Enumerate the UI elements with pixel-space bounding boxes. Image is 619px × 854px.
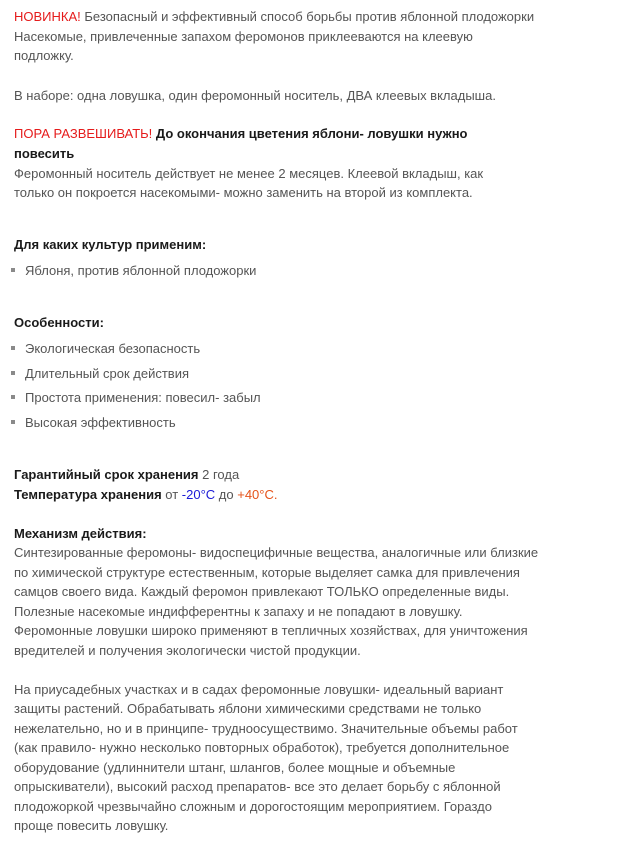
- mechanism-paragraph-1-line: Полезные насекомые индифферентны к запаху и не попадают в ловушку.: [14, 604, 463, 619]
- features-item: Высокая эффективность: [25, 415, 176, 430]
- warranty-label: Гарантийный срок хранения: [14, 467, 199, 482]
- temperature-to-prefix: до: [215, 487, 238, 502]
- hang-label: ПОРА РАЗВЕШИВАТЬ!: [14, 126, 153, 141]
- bullet-icon: [11, 346, 15, 350]
- features-item: Длительный срок действия: [25, 366, 190, 381]
- mechanism-paragraph-1-line: Синтезированные феромоны- видоспецифичные вещества, аналогичные или близкие: [14, 545, 539, 560]
- mechanism-paragraph-1-line: Феромонные ловушки широко применяют в тепличных хозяйствах, для уничтожения: [14, 623, 528, 638]
- mechanism-paragraph-2-line: На приусадебных участках и в садах феромонные ловушки- идеальный вариант: [14, 682, 504, 697]
- temperature-line: [14, 487, 278, 503]
- intro-text: Безопасный и эффективный способ борьбы против яблонной плодожорки: [80, 9, 535, 24]
- mechanism-paragraph-2-line: оборудование (удлиннители штанг, шлангов, более мощные и объемные: [14, 760, 456, 775]
- temperature-label: Температура хранения: [14, 487, 162, 502]
- bullet-icon: [11, 420, 15, 424]
- bullet-icon: [11, 395, 15, 399]
- temperature-min: -20°C: [181, 487, 216, 502]
- mechanism-paragraph-1-line: самцов своего вида. Каждый феромон привлекают ТОЛЬКО определенные виды.: [14, 584, 510, 599]
- mechanism-paragraph-2-line: защиты растений. Обрабатывать яблони химическими средствами не только: [14, 701, 482, 716]
- intro-line-1: [14, 9, 534, 25]
- intro-line-2: Насекомые, привлеченные запахом феромонов приклееваются на клеевую: [14, 29, 473, 44]
- hang-line-4: только он покроется насекомыми- можно заменить на второй из комплекта.: [14, 185, 473, 200]
- temperature-end: .: [273, 487, 278, 502]
- mechanism-paragraph-1-line: по химической структуре естественным, которые выделяет самка для привлечения: [14, 565, 520, 580]
- features-heading: Особенности:: [14, 315, 104, 330]
- mechanism-heading: Механизм действия:: [14, 526, 147, 541]
- intro-line-3: подложку.: [14, 48, 74, 63]
- mechanism-paragraph-2-line: плодожоркой чрезвычайно сложным и дорогостоящим мероприятием. Гораздо: [14, 799, 492, 814]
- kit-contents: В наборе: одна ловушка, один феромонный носитель, ДВА клеевых вкладыша.: [14, 88, 496, 103]
- mechanism-paragraph-2-line: (как правило- нужно несколько повторных обработок), требуется дополнительное: [14, 740, 510, 755]
- warranty-value: 2 года: [198, 467, 240, 482]
- mechanism-paragraph-2-line: нежелательно, но и в принципе- трудноосуществимо. Значительные объемы работ: [14, 721, 518, 736]
- cultures-item: Яблоня, против яблонной плодожорки: [25, 263, 257, 278]
- hang-line-2: повесить: [14, 146, 75, 161]
- mechanism-paragraph-2-line: опрыскиватели), высокий расход препаратов- все это делает борьбу с яблонной: [14, 779, 501, 794]
- temperature-from-prefix: от: [161, 487, 182, 502]
- bullet-icon: [11, 268, 15, 272]
- hang-line-1: [14, 126, 468, 142]
- hang-bold-text: До окончания цветения яблони- ловушки нужно: [152, 126, 468, 141]
- bullet-icon: [11, 371, 15, 375]
- cultures-heading: Для каких культур применим:: [14, 237, 207, 252]
- hang-line-3: Феромонный носитель действует не менее 2 месяцев. Клеевой вкладыш, как: [14, 166, 484, 181]
- features-item: Экологическая безопасность: [25, 341, 201, 356]
- mechanism-paragraph-1-line: вредителей и получения экологически чистой продукции.: [14, 643, 361, 658]
- temperature-max: +40°C: [237, 487, 274, 502]
- new-label: НОВИНКА!: [14, 9, 81, 24]
- mechanism-paragraph-2-line: проще повесить ловушку.: [14, 818, 169, 833]
- features-item: Простота применения: повесил- забыл: [25, 390, 261, 405]
- warranty-line: [14, 467, 239, 483]
